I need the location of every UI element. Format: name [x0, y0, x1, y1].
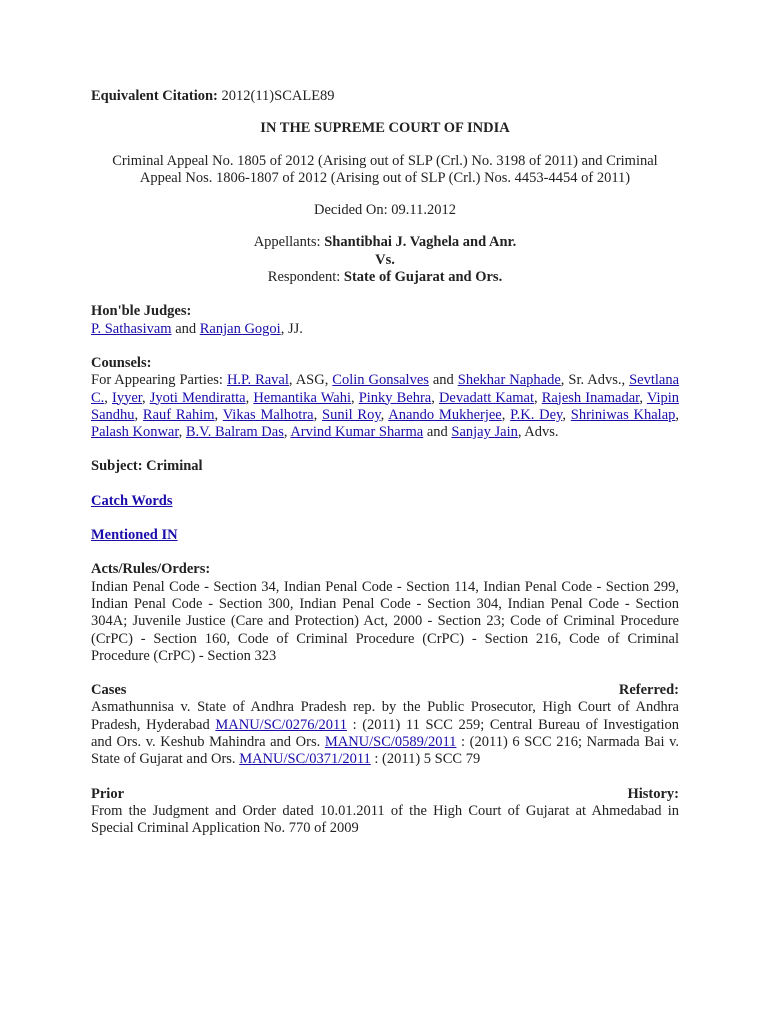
mentioned-in-row [91, 527, 679, 544]
judges-section [91, 303, 679, 338]
counsel-link[interactable]: Hemantika Wahi [253, 389, 351, 406]
appeal-line-2: Appeal Nos. 1806-1807 of 2012 (Arising out of SLP (Crl.) Nos. 4453-4454 of 2011) [139, 169, 631, 186]
citation-value: 2012(11)SCALE89 [221, 88, 335, 104]
judgment-header [91, 88, 679, 838]
counsel-link[interactable]: P.K. Dey [510, 406, 563, 423]
counsel-link[interactable]: Shriniwas Khalap [570, 406, 676, 423]
appeal-details [91, 153, 679, 188]
case-text: Asmathunnisa v. State of Andhra Pradesh rep. by the Public Prosecutor, High Court of Andhra Pradesh, Hyderabad [91, 699, 679, 733]
counsel-link[interactable]: Vipin Sandhu [91, 389, 680, 423]
counsel-link[interactable]: Sunil Roy [322, 406, 381, 423]
prior-history-section [91, 786, 679, 838]
counsel-link[interactable]: Rajesh Inamadar [541, 389, 640, 406]
equivalent-citation [91, 88, 679, 105]
citation-label: Equivalent Citation: [91, 88, 218, 104]
cases-text [91, 699, 679, 768]
text-and: and [175, 320, 197, 337]
counsel-link[interactable]: Pinky Behra [358, 389, 432, 406]
acts-section [91, 561, 679, 665]
case-citation-link[interactable]: MANU/SC/0589/2011 [324, 734, 457, 751]
judge-link[interactable]: Ranjan Gogoi [199, 320, 281, 337]
versus: Vs. [375, 251, 395, 268]
counsel-link[interactable]: Jyoti Mendiratta [149, 389, 246, 406]
counsel-link[interactable]: H.P. Raval [226, 372, 289, 389]
counsel-link[interactable]: B.V. Balram Das [185, 424, 284, 441]
case-citation-link[interactable]: MANU/SC/0276/2011 [215, 716, 347, 733]
appellants-name: Shantibhai J. Vaghela and Anr. [324, 234, 517, 251]
counsel-link[interactable]: Iyyer [112, 389, 143, 406]
counsels-section [91, 355, 679, 441]
prior-history-text: From the Judgment and Order dated 10.01.2011 of the High Court of Gujarat at Ahmedabad in Special Criminal Application No. 770 of 2009 [91, 802, 679, 837]
parties [91, 234, 679, 286]
prior-heading-left: Prior [91, 785, 125, 802]
cases-heading-right: Referred: [618, 682, 679, 699]
case-text: : (2011) 5 SCC 79 [374, 751, 481, 768]
judge-link[interactable]: P. Sathasivam [91, 320, 172, 337]
judges-list [91, 321, 679, 338]
appeal-line-1: Criminal Appeal No. 1805 of 2012 (Arising out of SLP (Crl.) No. 3198 of 2011) and Criminal [112, 152, 658, 169]
counsel-link[interactable]: Shekhar Naphade [457, 372, 561, 389]
counsel-text: , Sr. Advs., [560, 372, 626, 389]
appellants-label: Appellants: [253, 234, 321, 251]
respondent-label: Respondent: [267, 269, 341, 286]
prior-history-heading [91, 786, 679, 803]
counsels-prefix: For Appearing Parties: [91, 372, 223, 389]
case-citation-link[interactable]: MANU/SC/0371/2011 [239, 751, 371, 768]
case-text: : (2011) 6 SCC 216; Narmada Bai v. State of Gujarat and Ors. [91, 734, 680, 768]
counsel-link[interactable]: Arvind Kumar Sharma [290, 424, 424, 441]
decided-on: Decided On: 09.11.2012 [313, 202, 457, 219]
cases-heading [91, 682, 679, 699]
acts-heading: Acts/Rules/Orders: [91, 561, 211, 578]
court-name: IN THE SUPREME COURT OF INDIA [260, 120, 510, 137]
counsel-text: and [426, 424, 448, 441]
counsel-link[interactable]: Rauf Rahim [142, 406, 215, 423]
counsel-link[interactable]: Sevtlana C. [91, 372, 680, 406]
counsel-link[interactable]: Vikas Malhotra [222, 406, 314, 423]
counsel-link[interactable]: Sanjay Jain [451, 424, 518, 441]
counsel-text: , Advs. [517, 424, 559, 441]
counsels-list: For Appearing Parties: H.P. Raval, ASG, Colin Gonsalves and Shekhar Naphade, Sr. Advs., Sevtlana C., Iyyer, Jyoti Mendiratta, Hemantika Wahi, Pinky Behra, Devadatt Kamat, Rajesh Inamadar, Vipin Sandhu, Rauf Rahim, Vikas Malhotra, Sunil Roy, Anando Mukherjee, P.K. Dey, Shriniwas Khalap, Palash Konwar, B.V. Balram Das, Arvind Kumar Sharma and Sanjay Jain, Advs. [91, 372, 680, 441]
prior-heading-right: History: [627, 785, 679, 802]
counsel-link[interactable]: Palash Konwar [91, 424, 179, 441]
catch-words-row [91, 493, 679, 510]
respondent-name: State of Gujarat and Ors. [343, 269, 503, 286]
counsel-text: and [432, 372, 454, 389]
case-text: : (2011) 11 SCC 259; Central Bureau of Investigation and Ors. v. Keshub Mahindra and Ors. [91, 716, 680, 751]
mentioned-in-link[interactable]: Mentioned IN [91, 527, 178, 544]
subject: Subject: Criminal [91, 458, 203, 475]
judges-suffix: , JJ. [280, 320, 303, 337]
acts-text: Indian Penal Code - Section 34, Indian Penal Code - Section 114, Indian Penal Code - Section 299, Indian Penal Code - Section 300, Indian Penal Code - Section 304, Indian Penal Code - Section 304A; Juvenile Justice (Care and Protection) Act, 2000 - Section 23; Code of Criminal Procedure (CrPC) - Section 160, Code of Criminal Procedure (CrPC) - Section 216, Code of Criminal Procedure (CrPC) - Section 323 [91, 578, 679, 664]
judges-heading: Hon'ble Judges: [91, 303, 192, 320]
counsel-text: , ASG, [288, 372, 329, 389]
counsel-link[interactable]: Colin Gonsalves [332, 372, 429, 389]
catch-words-link[interactable]: Catch Words [91, 492, 173, 509]
cases-section [91, 682, 679, 768]
counsel-link[interactable]: Anando Mukherjee [388, 406, 502, 423]
counsels-heading: Counsels: [91, 354, 152, 371]
cases-heading-left: Cases [91, 682, 127, 699]
counsel-link[interactable]: Devadatt Kamat [438, 389, 534, 406]
